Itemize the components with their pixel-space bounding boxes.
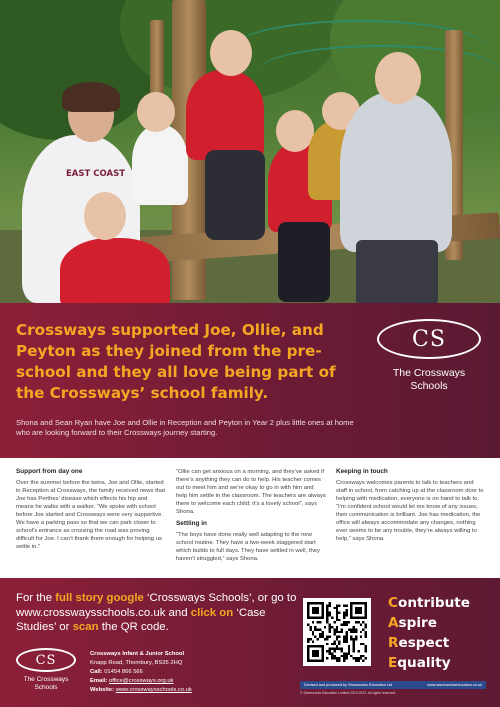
headline-banner (0, 303, 500, 458)
logo-initials: CS (412, 326, 446, 352)
cta-text: For the (16, 592, 56, 604)
photo-boy-head (210, 30, 252, 76)
logo-emblem (16, 648, 76, 672)
logo-name-line2: Schools (34, 684, 58, 691)
section-heading: Settling in (176, 520, 207, 527)
producer-website[interactable]: www.stoneworkseducation.co.uk (427, 683, 482, 687)
value-item (388, 593, 493, 613)
logo-name-line1: The Crossways (392, 367, 466, 379)
qr-code-icon (307, 602, 367, 662)
school-phone (90, 668, 300, 677)
copyright-notice: © Stoneworks Education Limited 2019-2023. All rights reserved. (300, 691, 396, 695)
photo-father-legs (356, 240, 438, 303)
section-heading: Support from day one (16, 468, 83, 475)
school-website (90, 686, 300, 695)
logo-name-line2: Schools (410, 380, 448, 392)
cta-highlight: click on (190, 606, 234, 619)
logo-initials: CS (35, 652, 57, 668)
value-initial: R (388, 635, 399, 651)
photo-father (340, 92, 452, 252)
intro-text: Shona and Sean Ryan have Joe and Ollie in Reception and Peyton in Year 2 plus little ones at home who are looking forward to their Crossways journey starting. (16, 418, 354, 437)
crossways-logo (373, 319, 485, 393)
producer-credit: Devised and produced by Stoneworks Education Ltd (304, 683, 393, 687)
logo-name (373, 367, 485, 393)
school-email (90, 677, 300, 686)
email-label: Email: (90, 678, 108, 684)
headline: Crossways supported Joe, Ollie, and Peyton as they joined from the pre-school and they all love being part of the Crossways’ school family. (16, 321, 336, 402)
photo-girl-legs (278, 222, 330, 302)
logo-emblem (377, 319, 481, 359)
photo-boy-front-head (84, 192, 126, 240)
phone-number[interactable]: 01454 866 566 (104, 669, 143, 675)
logo-name (14, 676, 78, 692)
article-paragraph: Crossways welcomes parents to talk to teachers and staff in school, from catching up at the classroom door to helping with medication, everyone is on hand to talk to. “I’m confident school would let me know of any issues, their communication is brilliant. Joe has medication, the office will always accommodate any changes, nothing ever seems to be any trouble, they’re always willing to help,” says Shona. (336, 480, 484, 542)
value-rest: ontribute (397, 595, 470, 611)
value-rest: spire (398, 615, 437, 631)
call-to-action (16, 591, 301, 635)
cta-text: ‘Case Studies’ or (16, 606, 266, 633)
cta-highlight: scan (72, 621, 99, 633)
photo-father-head (375, 52, 421, 104)
article-column-1 (16, 468, 166, 576)
value-initial: C (388, 595, 398, 611)
website-label: Website: (90, 687, 115, 693)
cta-text: the QR code. (98, 621, 169, 633)
photo-child-head (137, 92, 175, 132)
logo-name-line1: The Crossways (23, 676, 69, 683)
value-rest: espect (398, 635, 450, 651)
value-item (388, 653, 493, 673)
footer-logo (14, 648, 78, 692)
phone-label: Call: (90, 669, 103, 675)
school-contact (90, 650, 300, 695)
school-values (388, 593, 493, 673)
footer-panel (0, 578, 500, 707)
school-address: Knapp Road, Thornbury, BS35 2HQ (90, 660, 183, 666)
photo-child (132, 125, 188, 205)
qr-code[interactable] (303, 598, 371, 666)
value-item (388, 633, 493, 653)
shirt-text: EAST COAST (66, 169, 125, 179)
article-paragraph: “Ollie can get anxious on a morning, and they’ve asked if there’s anything they can do to help. His teacher comes out to meet him and we’re okay to go in with him and help him settle in the classroom. The teachers are always there to welcome each child; it’s a lovely school”, says Shona. (176, 469, 326, 515)
value-item (388, 613, 493, 633)
school-name: Crossways Infant & Junior School (90, 651, 185, 657)
value-rest: quality (397, 655, 451, 671)
article-column-3 (336, 468, 486, 576)
value-initial: E (388, 655, 398, 671)
website-link[interactable]: www.crosswaysschools.co.uk (115, 687, 192, 693)
photo-boy-red-jumper (186, 70, 264, 160)
cta-highlight: full story google (55, 592, 144, 604)
section-heading: Keeping in touch (336, 468, 388, 475)
cta-text: ‘Crossways Schools’, or go to www.crosswaysschools.co.uk and (16, 592, 297, 619)
article-paragraph: Over the summer before the twins, Joe and Ollie, started in Reception at Crossways, the family received news that Joe has Perthes’ disease which effects his hip and means he walks with a walker. “We spoke with school before Joe started and Crossways were very supportive. We have a parking pass so that we can park closer to school’s entrance as crossing the road was proving difficult for Joe. I can’t thank them enough for helping us settle in.” (16, 480, 165, 550)
article-body (16, 468, 486, 576)
email-link[interactable]: office@crossways.org.uk (109, 678, 174, 684)
article-paragraph: “The boys have done really well adapting to the new school routine. They have a two-week staggered start which builds to full days. They have settled in well, they haven’t struggled,” says Shona. (176, 532, 320, 562)
value-initial: A (388, 615, 399, 631)
photo-hair (62, 82, 120, 112)
family-photo (0, 0, 500, 303)
producer-bar (300, 681, 486, 689)
photo-boy-front (60, 238, 170, 303)
article-column-2 (176, 468, 326, 576)
photo-boy-trousers (205, 150, 265, 240)
